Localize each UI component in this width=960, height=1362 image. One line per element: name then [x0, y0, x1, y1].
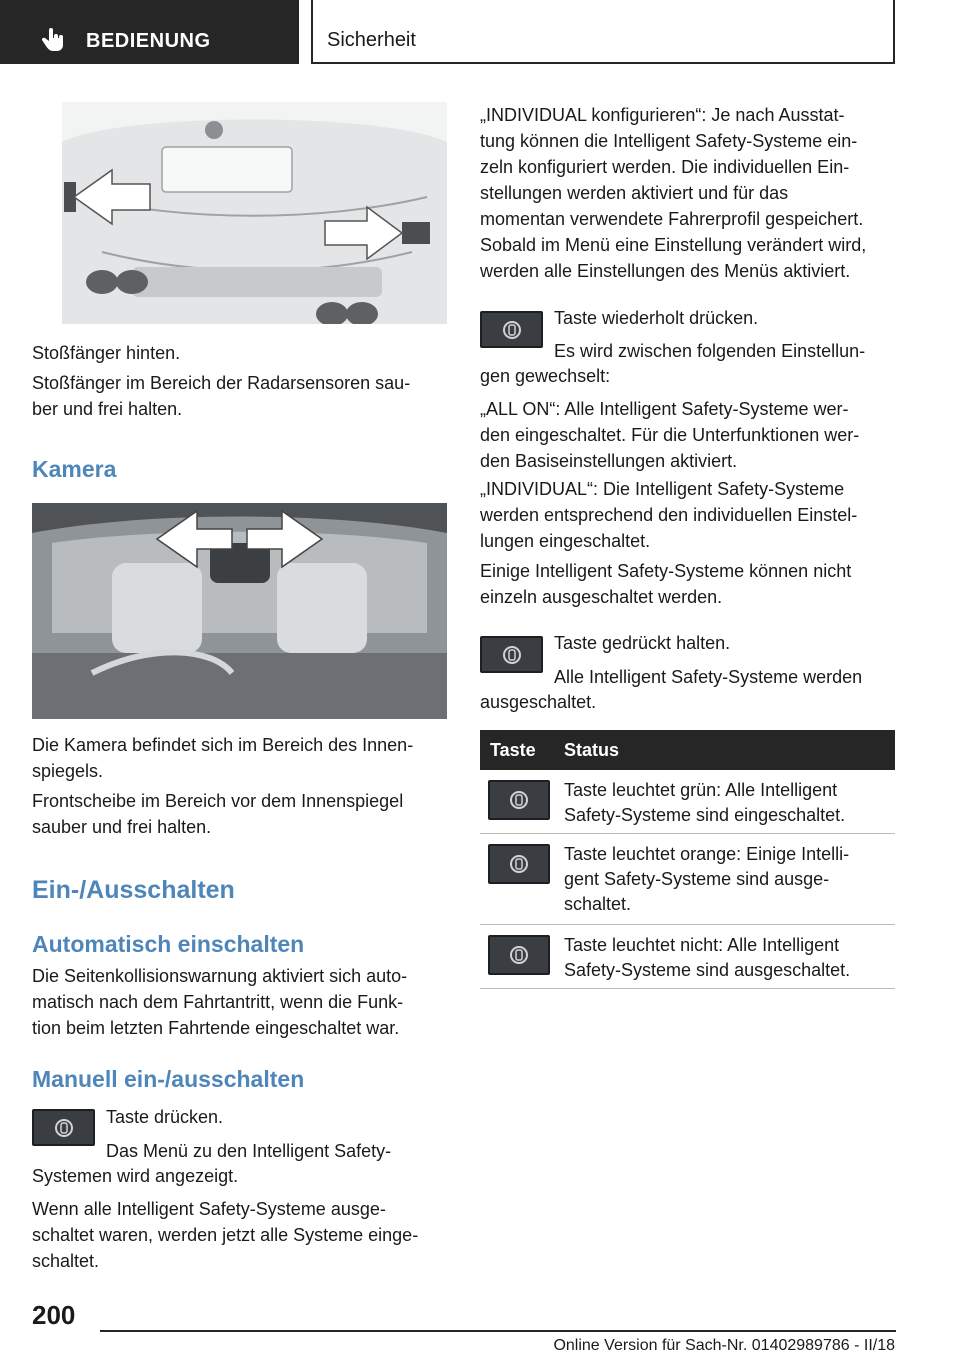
chapter-tab[interactable] — [0, 0, 299, 64]
col-taste-header: Taste — [490, 740, 536, 760]
b1-line2: Es wird zwischen folgenden Einstellun- — [554, 341, 866, 361]
chapter-tab-label: BEDIENUNG — [86, 30, 211, 52]
camera-interior-illustration — [32, 503, 447, 719]
man-line3: Systemen wird angezeigt. — [32, 1166, 239, 1186]
safety-button-image-3 — [480, 636, 543, 673]
heading-ein-ausschalten: Ein-/Ausschalten — [32, 876, 235, 904]
safety-systems-icon — [508, 789, 530, 811]
table-header — [480, 730, 895, 770]
safety-button-image-1 — [32, 1109, 95, 1146]
safety-systems-icon — [501, 319, 523, 341]
online-version-text: Online Version für Sach-Nr. 01402989786 - II/18 — [553, 1337, 895, 1354]
heading-manuell: Manuell ein-/ausschalten — [32, 1066, 305, 1092]
footer-divider — [100, 1330, 896, 1332]
hand-pointer-icon — [40, 26, 68, 54]
section-title: Sicherheit — [327, 29, 416, 51]
table-row — [480, 834, 895, 925]
indiv-text: „INDIVIDUAL konfigurieren“: Je nach Ausstat- tung können die Intelligent Safety-Systeme ein- zeln konfiguriert werden. Die individuellen Ein- stellungen werden aktiviert und für das momentan verwendete Fahrerprofil gespeichert. Sobald im Menü eine Einstellung verändert wird, werden alle Einstellungen des Menüs aktiviert. — [480, 105, 867, 281]
b2-line2: Alle Intelligent Safety-Systeme werden — [554, 667, 863, 687]
status-text: Taste leuchtet grün: Alle Intelligent Safety-Systeme sind eingeschaltet. — [564, 780, 846, 825]
safety-systems-icon — [508, 944, 530, 966]
safety-systems-icon — [501, 644, 523, 666]
rear-bumper-illustration — [62, 102, 447, 324]
b1-line1: Taste wiederholt drücken. — [554, 308, 759, 328]
heading-kamera: Kamera — [32, 456, 117, 482]
section-header — [311, 0, 895, 64]
table-row — [480, 925, 895, 989]
fig2-text1: Die Kamera befindet sich im Bereich des Innen- spiegels. — [32, 735, 414, 781]
button-off-image — [488, 935, 550, 975]
b2-line1: Taste gedrückt halten. — [554, 633, 731, 653]
safety-systems-icon — [53, 1117, 75, 1139]
auto-text: Die Seitenkollisionswarnung aktiviert sich auto- matisch nach dem Fahrtantritt, wenn die Funk- tion beim letzten Fahrtende eingeschaltet war. — [32, 966, 408, 1038]
man-text: Wenn alle Intelligent Safety-Systeme ausge- schaltet waren, werden jetzt alle Systeme einge- schaltet. — [32, 1199, 419, 1271]
indiv2-text: „INDIVIDUAL“: Die Intelligent Safety-Systeme werden entsprechend den individuellen Einstel- lungen eingeschaltet. — [480, 479, 858, 551]
status-text: Taste leuchtet nicht: Alle Intelligent Safety-Systeme sind ausgeschaltet. — [564, 935, 851, 980]
col-status-header: Status — [564, 740, 620, 760]
b1-line3: gen gewechselt: — [480, 366, 611, 386]
safety-button-image-2 — [480, 311, 543, 348]
man-line1: Taste drücken. — [106, 1107, 224, 1127]
status-text: Taste leuchtet orange: Einige Intelli- gent Safety-Systeme sind ausge- schaltet. — [564, 844, 850, 914]
button-green-image — [488, 780, 550, 820]
page-number: 200 — [32, 1300, 76, 1330]
fig1-text: Stoßfänger im Bereich der Radarsensoren sau- ber und frei halten. — [32, 373, 411, 419]
status-table — [480, 730, 895, 989]
fig2-text2: Frontscheibe im Bereich vor dem Innenspiegel sauber und frei halten. — [32, 791, 404, 837]
allon-text: „ALL ON“: Alle Intelligent Safety-Systeme wer- den eingeschaltet. Für die Unterfunktionen wer- den Basiseinstellungen aktiviert. — [480, 399, 860, 471]
fig1-caption: Stoßfänger hinten. — [32, 343, 181, 363]
safety-systems-icon — [508, 853, 530, 875]
button-orange-image — [488, 844, 550, 884]
man-line2: Das Menü zu den Intelligent Safety- — [106, 1141, 392, 1161]
b2-line3: ausgeschaltet. — [480, 692, 597, 712]
einige-text: Einige Intelligent Safety-Systeme können nicht einzeln ausgeschaltet werden. — [480, 561, 852, 607]
heading-automatisch-einschalten: Automatisch einschalten — [32, 931, 305, 957]
table-row — [480, 770, 895, 834]
